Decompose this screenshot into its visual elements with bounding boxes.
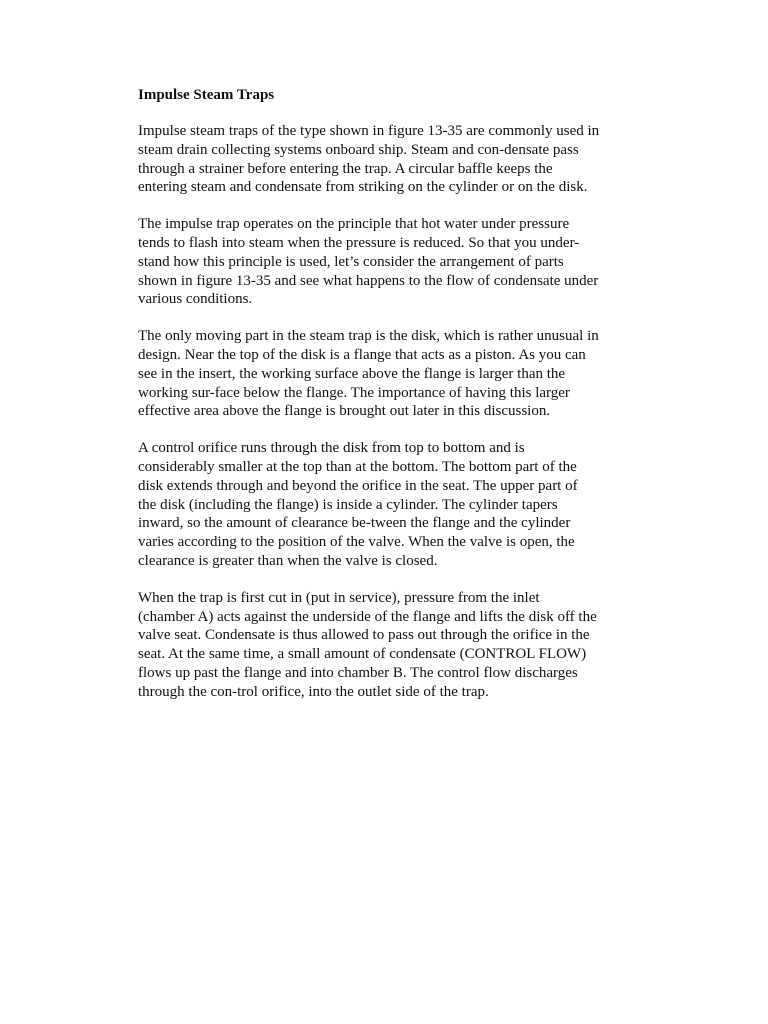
paragraph-3 [138,327,638,421]
paragraph-5 [138,589,638,702]
paragraph-2 [138,215,638,309]
text-line: the disk (including the flange) is inside a cylinder. The cylinder tapers [138,496,558,513]
text-line: valve seat. Condensate is thus allowed to pass out through the orifice in the [138,627,590,644]
text-line: The only moving part in the steam trap is the disk, which is rather unusual in [138,328,599,345]
text-line: effective area above the flange is brought out later in this discussion. [138,403,551,420]
text-line: When the trap is first cut in (put in service), pressure from the inlet [138,589,540,606]
document-page [138,86,638,720]
text-line: clearance is greater than when the valve is closed. [138,552,438,569]
text-line: flows up past the flange and into chamber B. The control flow discharges [138,664,578,681]
text-line: through the con-trol orifice, into the outlet side of the trap. [138,683,489,700]
text-line: see in the insert, the working surface above the flange is larger than the [138,365,566,382]
text-line: The impulse trap operates on the principle that hot water under pressure [138,216,570,233]
text-line: varies according to the position of the valve. When the valve is open, the [138,534,575,551]
document-title: Impulse Steam Traps [138,87,275,103]
text-line: steam drain collecting systems onboard ship. Steam and con-densate pass [138,141,579,158]
text-line: disk extends through and beyond the orifice in the seat. The upper part of [138,477,578,494]
text-line: stand how this principle is used, let’s consider the arrangement of parts [138,253,564,270]
text-line: (chamber A) acts against the underside of the flange and lifts the disk off the [138,608,597,625]
text-line: Impulse steam traps of the type shown in figure 13-35 are commonly used in [138,123,600,139]
text-line: various conditions. [138,291,253,308]
text-line: seat. At the same time, a small amount of condensate (CONTROL FLOW) [138,646,587,663]
paragraph-4 [138,439,638,571]
text-line: design. Near the top of the disk is a flange that acts as a piston. As you can [138,346,586,363]
paragraph-1 [138,122,638,197]
text-line: inward, so the amount of clearance be-tween the flange and the cylinder [138,515,571,532]
text-line: considerably smaller at the top than at the bottom. The bottom part of the [138,458,577,475]
text-line: entering steam and condensate from striking on the cylinder or on the disk. [138,179,588,196]
text-line: shown in figure 13-35 and see what happens to the flow of condensate under [138,272,599,289]
text-line: through a strainer before entering the trap. A circular baffle keeps the [138,160,553,177]
text-line: working sur-face below the flange. The importance of having this larger [138,384,570,401]
text-line: A control orifice runs through the disk from top to bottom and is [138,440,525,457]
text-line: tends to flash into steam when the pressure is reduced. So that you under- [138,234,580,251]
